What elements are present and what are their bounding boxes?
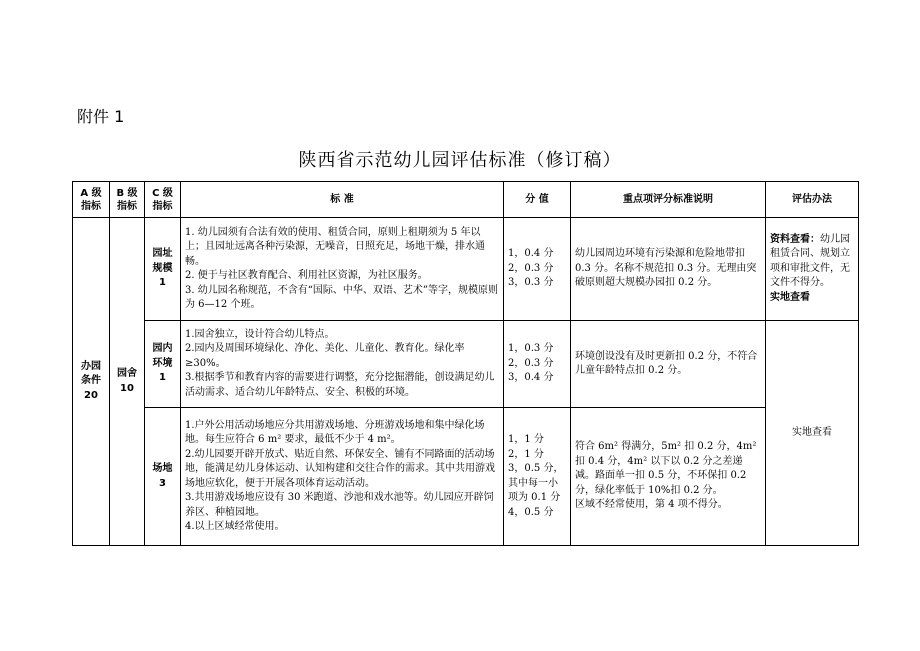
c-indicator-cell: 场地 3	[145, 408, 181, 546]
method-cell-onsite: 实地查看	[766, 321, 859, 546]
header-c-indicator: C 级 指标	[145, 182, 181, 218]
header-score: 分 值	[504, 182, 571, 218]
method-label-onsite: 实地查看	[770, 291, 810, 303]
score-cell: 1，1 分 2，1 分 3，0.5 分，其中每一小项为 0.1 分 4，0.5 分	[504, 408, 571, 546]
table-row	[73, 321, 859, 408]
standard-cell: 1.户外公用活动场地应分共用游戏场地、分班游戏场地和集中绿化场地。每生应符合 6 m² 要求，最低不少于 4 m²。 2.幼儿园要开辟开放式、贴近自然、环保安全、铺有不同路面的活动场地，能满足幼儿身体运动、认知构建和交往合作的需求。其中共用游戏场地应软化，便于开展各项体育运动活动。 3.共用游戏场地应设有 30 米跑道、沙池和戏水池等。幼儿园应开辟饲养区、种植园地。 4.以上区域经常使用。	[181, 408, 504, 546]
table-row	[73, 408, 859, 546]
table-header-row	[73, 182, 859, 218]
table-row	[73, 218, 859, 321]
method-label: 资料查看：	[770, 233, 820, 245]
a-indicator-cell: 办园 条件 20	[73, 218, 110, 546]
header-notes: 重点项评分标准说明	[571, 182, 766, 218]
attachment-label: 附件 1	[77, 107, 125, 126]
c-indicator-cell: 园内 环境 1	[145, 321, 181, 408]
header-standard: 标 准	[181, 182, 504, 218]
b-indicator-cell: 园舍 10	[110, 218, 145, 546]
notes-cell: 幼儿园周边环境有污染源和危险地带扣 0.3 分。名称不规范扣 0.3 分。无理由突破原则超大规模办园扣 0.2 分。	[571, 218, 766, 321]
notes-cell: 符合 6m² 得满分，5m² 扣 0.2 分，4m² 扣 0.4 分，4m² 以下以 0.2 分之差递减。路面单一扣 0.5 分，不环保扣 0.2 分，绿化率低于 10%扣 0.2 分。 区域不经常使用，第 4 项不得分。	[571, 408, 766, 546]
score-cell: 1，0.4 分 2，0.3 分 3，0.3 分	[504, 218, 571, 321]
notes-cell: 环境创设没有及时更新扣 0.2 分，不符合儿童年龄特点扣 0.2 分。	[571, 321, 766, 408]
standard-cell: 1. 幼儿园须有合法有效的使用、租赁合同，原则上租期须为 5 年以上；且园址远离各种污染源，无噪音，日照充足，场地干燥，排水通畅。 2. 便于与社区教育配合、利用社区资源，为社区服务。 3. 幼儿园名称规范，不含有“国际、中华、双语、艺术”等字，规模原则为 6—12 个班。	[181, 218, 504, 321]
header-method: 评估办法	[766, 182, 859, 218]
c-indicator-cell: 园址 规模 1	[145, 218, 181, 321]
method-cell	[766, 218, 859, 321]
evaluation-table	[72, 181, 859, 546]
standard-cell: 1.园舍独立，设计符合幼儿特点。 2.园内及周围环境绿化、净化、美化、儿童化、教育化。绿化率≥30%。 3.根据季节和教育内容的需要进行调整，充分挖掘潜能，创设满足幼儿活动需求、适合幼儿年龄特点、安全、积极的环境。	[181, 321, 504, 408]
header-a-indicator: A 级 指标	[73, 182, 110, 218]
document-title: 陕西省示范幼儿园评估标准（修订稿）	[298, 150, 622, 171]
score-cell: 1，0.3 分 2，0.3 分 3，0.4 分	[504, 321, 571, 408]
method-text: 幼儿园租赁合同、规划立项和审批文件，无文件不得分。	[770, 233, 850, 289]
header-b-indicator: B 级 指标	[110, 182, 145, 218]
